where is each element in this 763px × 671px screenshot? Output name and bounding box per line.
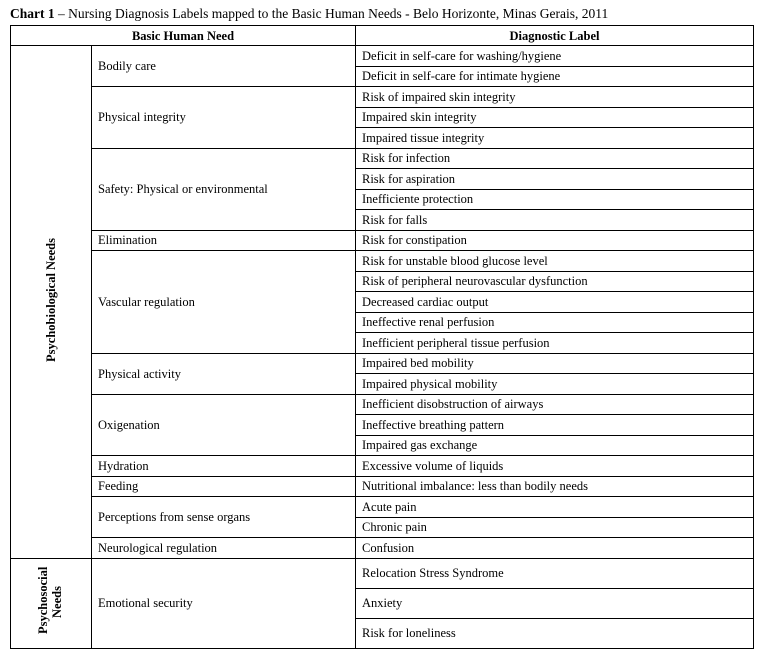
need-cell: Perceptions from sense organs [92, 497, 356, 538]
caption-text: – Nursing Diagnosis Labels mapped to the Basic Human Needs - Belo Horizonte, Minas Gerais, 2011 [54, 6, 609, 21]
table-row [11, 476, 754, 497]
table-row [11, 353, 754, 374]
need-cell: Oxigenation [92, 394, 356, 456]
group-name: Psychosocial Needs [36, 566, 64, 634]
diagnostic-label-cell: Ineffective renal perfusion [356, 312, 754, 333]
table-row [11, 456, 754, 477]
header-diagnostic-label: Diagnostic Label [356, 26, 754, 46]
diagnostic-label-cell: Excessive volume of liquids [356, 456, 754, 477]
diagnostic-label-cell: Deficit in self-care for intimate hygiene [356, 66, 754, 87]
caption-prefix: Chart 1 [10, 6, 55, 21]
group-name: Psychobiological Needs [44, 238, 58, 363]
diagnostic-label-cell: Chronic pain [356, 517, 754, 538]
need-cell: Feeding [92, 476, 356, 497]
table-row [11, 251, 754, 272]
diagnostic-label-cell: Confusion [356, 538, 754, 559]
diagnostic-label-cell: Decreased cardiac output [356, 292, 754, 313]
diagnostic-label-cell: Inefficiente protection [356, 189, 754, 210]
diagnostic-label-cell: Impaired skin integrity [356, 107, 754, 128]
diagnostic-label-cell: Nutritional imbalance: less than bodily needs [356, 476, 754, 497]
diagnostic-label-cell: Ineffective breathing pattern [356, 415, 754, 436]
table-row [11, 497, 754, 518]
need-cell: Safety: Physical or environmental [92, 148, 356, 230]
table-row [11, 46, 754, 67]
need-cell: Emotional security [92, 558, 356, 648]
diagnostic-label-cell: Risk of impaired skin integrity [356, 87, 754, 108]
diagnostic-label-cell: Relocation Stress Syndrome [356, 558, 754, 588]
need-cell: Elimination [92, 230, 356, 251]
diagnostic-label-cell: Impaired physical mobility [356, 374, 754, 395]
diagnostic-label-cell: Acute pain [356, 497, 754, 518]
need-cell: Vascular regulation [92, 251, 356, 354]
diagnostic-label-cell: Impaired gas exchange [356, 435, 754, 456]
table-row [11, 230, 754, 251]
diagnostic-label-cell: Risk for infection [356, 148, 754, 169]
table-row [11, 87, 754, 108]
diagnostic-label-cell: Risk for loneliness [356, 618, 754, 648]
need-cell: Bodily care [92, 46, 356, 87]
diagnostic-label-cell: Inefficient peripheral tissue perfusion [356, 333, 754, 354]
diagnostic-label-cell: Risk for aspiration [356, 169, 754, 190]
diagnostic-label-cell: Anxiety [356, 588, 754, 618]
diagnostic-label-cell: Impaired tissue integrity [356, 128, 754, 149]
need-cell: Neurological regulation [92, 538, 356, 559]
chart-caption [10, 5, 608, 23]
group-cell [11, 558, 92, 648]
table-row [11, 538, 754, 559]
table-row [11, 394, 754, 415]
table-row [11, 148, 754, 169]
diagnostic-label-cell: Deficit in self-care for washing/hygiene [356, 46, 754, 67]
table-row [11, 558, 754, 588]
diagnostic-label-cell: Risk for falls [356, 210, 754, 231]
need-cell: Physical activity [92, 353, 356, 394]
diagnostic-label-cell: Impaired bed mobility [356, 353, 754, 374]
header-row [11, 26, 754, 46]
group-cell [11, 46, 92, 559]
diagnostic-label-cell: Risk for constipation [356, 230, 754, 251]
diagnostic-label-cell: Risk for unstable blood glucose level [356, 251, 754, 272]
table-body [11, 46, 754, 649]
diagnostic-label-cell: Inefficient disobstruction of airways [356, 394, 754, 415]
diagnostic-label-cell: Risk of peripheral neurovascular dysfunction [356, 271, 754, 292]
header-basic-human-need: Basic Human Need [11, 26, 356, 46]
need-cell: Physical integrity [92, 87, 356, 149]
need-cell: Hydration [92, 456, 356, 477]
diagnosis-table [10, 25, 754, 649]
